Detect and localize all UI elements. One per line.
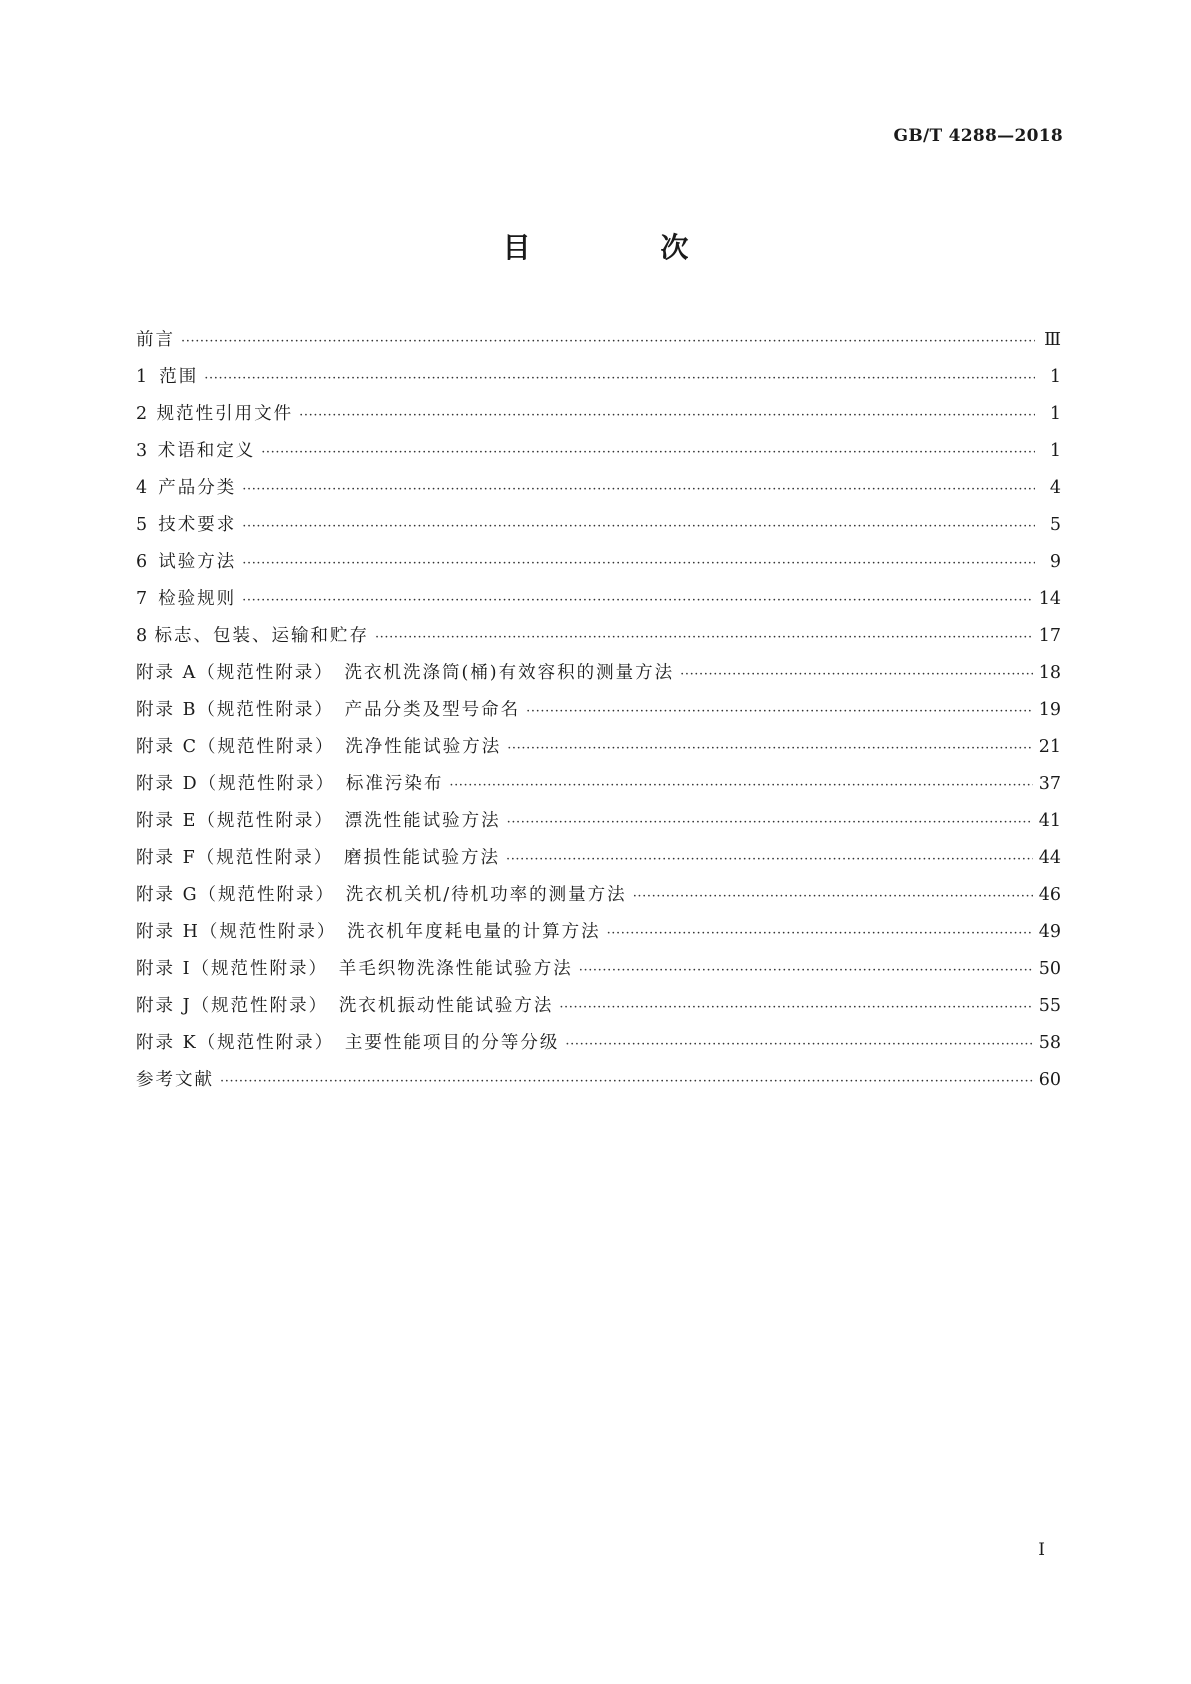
toc-leader-dots: [526, 704, 1033, 719]
toc-entry-page: 1: [1049, 441, 1061, 461]
toc-entry-page: 50: [1038, 959, 1061, 979]
toc-entry-title: 附录 E（规范性附录） 漂洗性能试验方法: [136, 811, 501, 831]
toc-entry-title: 范围: [159, 367, 199, 387]
toc-entry-title: 标志、包装、运输和贮存: [154, 626, 369, 646]
toc-entry-number: 1: [136, 367, 148, 387]
toc-entry[interactable]: [136, 511, 1061, 548]
toc-entry-page: 19: [1038, 700, 1061, 720]
toc-entry-page: 18: [1038, 663, 1061, 683]
toc-leader-dots: [507, 815, 1033, 830]
toc-entry-page: 4: [1049, 478, 1061, 498]
toc-entry-page: 9: [1049, 552, 1061, 572]
toc-entry-annex-g[interactable]: [136, 881, 1061, 918]
toc-entry-title: 检验规则: [158, 589, 237, 609]
toc-entry-number: 2: [136, 404, 148, 424]
toc-leader-dots: [242, 482, 1035, 497]
toc-entry-page: 46: [1038, 885, 1061, 905]
toc-entry-title: 附录 B（规范性附录） 产品分类及型号命名: [136, 700, 521, 720]
toc-entry-page: 44: [1038, 848, 1061, 868]
toc-entry-annex-h[interactable]: [136, 918, 1061, 955]
toc-leader-dots: [565, 1037, 1032, 1052]
page-title: 目 次: [502, 231, 749, 264]
toc-entry-annex-k[interactable]: [136, 1029, 1061, 1066]
toc-leader-dots: [680, 667, 1033, 682]
toc-leader-dots: [507, 741, 1033, 756]
toc-leader-dots: [299, 408, 1035, 423]
toc-entry-title: 附录 C（规范性附录） 洗净性能试验方法: [136, 737, 502, 757]
toc-entry-title: 附录 F（规范性附录） 磨损性能试验方法: [136, 848, 500, 868]
toc-entry-annex-b[interactable]: [136, 696, 1061, 733]
toc-entry-title: 参考文献: [136, 1070, 214, 1090]
toc-leader-dots: [242, 593, 1033, 608]
toc-leader-dots: [220, 1074, 1033, 1089]
standard-code: GB/T 4288—2018: [893, 126, 1063, 146]
toc-entry-title: 产品分类: [158, 478, 237, 498]
toc-leader-dots: [506, 852, 1033, 867]
toc-entry-page: 1: [1049, 404, 1061, 424]
toc-leader-dots: [242, 556, 1035, 571]
toc-entry-title: 前言: [136, 330, 175, 350]
toc-leader-dots: [204, 371, 1035, 386]
toc-entry-number: 7: [136, 589, 148, 609]
toc-entry-title: 术语和定义: [157, 441, 256, 461]
toc-entry-page: 41: [1038, 811, 1061, 831]
toc-leader-dots: [375, 630, 1033, 645]
toc-entry-title: 技术要求: [158, 515, 237, 535]
table-of-contents: [136, 326, 1061, 1103]
toc-leader-dots: [633, 889, 1033, 904]
toc-entry-annex-j[interactable]: [136, 992, 1061, 1029]
toc-entry[interactable]: [136, 585, 1061, 622]
toc-entry[interactable]: [136, 548, 1061, 585]
toc-entry-page: 5: [1049, 515, 1061, 535]
toc-entry-title: 规范性引用文件: [156, 404, 294, 424]
toc-entry-number: 5: [136, 515, 148, 535]
toc-entry[interactable]: [136, 326, 1061, 363]
toc-leader-dots: [449, 778, 1032, 793]
toc-leader-dots: [607, 926, 1033, 941]
toc-entry-number: 8: [136, 626, 148, 646]
toc-leader-dots: [181, 334, 1035, 349]
toc-entry-number: 3: [136, 441, 148, 461]
toc-entry-page: 1: [1049, 367, 1061, 387]
toc-entry[interactable]: [136, 400, 1061, 437]
toc-entry-page: Ⅲ: [1044, 330, 1061, 350]
toc-entry-annex-c[interactable]: [136, 733, 1061, 770]
toc-entry-page: 49: [1038, 922, 1061, 942]
toc-leader-dots: [261, 445, 1035, 460]
toc-entry-title: 附录 A（规范性附录） 洗衣机洗涤筒(桶)有效容积的测量方法: [136, 663, 675, 683]
toc-entry-number: 4: [136, 478, 148, 498]
toc-entry[interactable]: [136, 474, 1061, 511]
page-number: Ⅰ: [1038, 1540, 1045, 1560]
toc-entry-number: 6: [136, 552, 148, 572]
toc-entry-title: 附录 K（规范性附录） 主要性能项目的分等分级: [136, 1033, 560, 1053]
toc-entry-annex-d[interactable]: [136, 770, 1061, 807]
toc-entry-page: 21: [1038, 737, 1061, 757]
toc-entry-title: 附录 D（规范性附录） 标准污染布: [136, 774, 444, 794]
toc-entry-annex-a[interactable]: [136, 659, 1061, 696]
toc-entry-bibliography[interactable]: [136, 1066, 1061, 1103]
toc-entry-title: 试验方法: [158, 552, 237, 572]
toc-entry-annex-f[interactable]: [136, 844, 1061, 881]
toc-entry-page: 58: [1038, 1033, 1061, 1053]
toc-entry-title: 附录 G（规范性附录） 洗衣机关机/待机功率的测量方法: [136, 885, 627, 905]
toc-leader-dots: [579, 963, 1033, 978]
toc-entry[interactable]: [136, 622, 1061, 659]
toc-leader-dots: [242, 519, 1035, 534]
toc-entry-page: 60: [1038, 1070, 1061, 1090]
toc-entry[interactable]: [136, 363, 1061, 400]
toc-entry-page: 14: [1038, 589, 1061, 609]
toc-entry-page: 17: [1038, 626, 1061, 646]
toc-entry-page: 37: [1038, 774, 1061, 794]
toc-entry-page: 55: [1038, 996, 1061, 1016]
toc-entry-title: 附录 I（规范性附录） 羊毛织物洗涤性能试验方法: [136, 959, 573, 979]
toc-entry[interactable]: [136, 437, 1061, 474]
toc-leader-dots: [559, 1000, 1032, 1015]
toc-entry-annex-e[interactable]: [136, 807, 1061, 844]
toc-entry-title: 附录 H（规范性附录） 洗衣机年度耗电量的计算方法: [136, 922, 601, 942]
toc-entry-title: 附录 J（规范性附录） 洗衣机振动性能试验方法: [136, 996, 554, 1016]
toc-entry-annex-i[interactable]: [136, 955, 1061, 992]
